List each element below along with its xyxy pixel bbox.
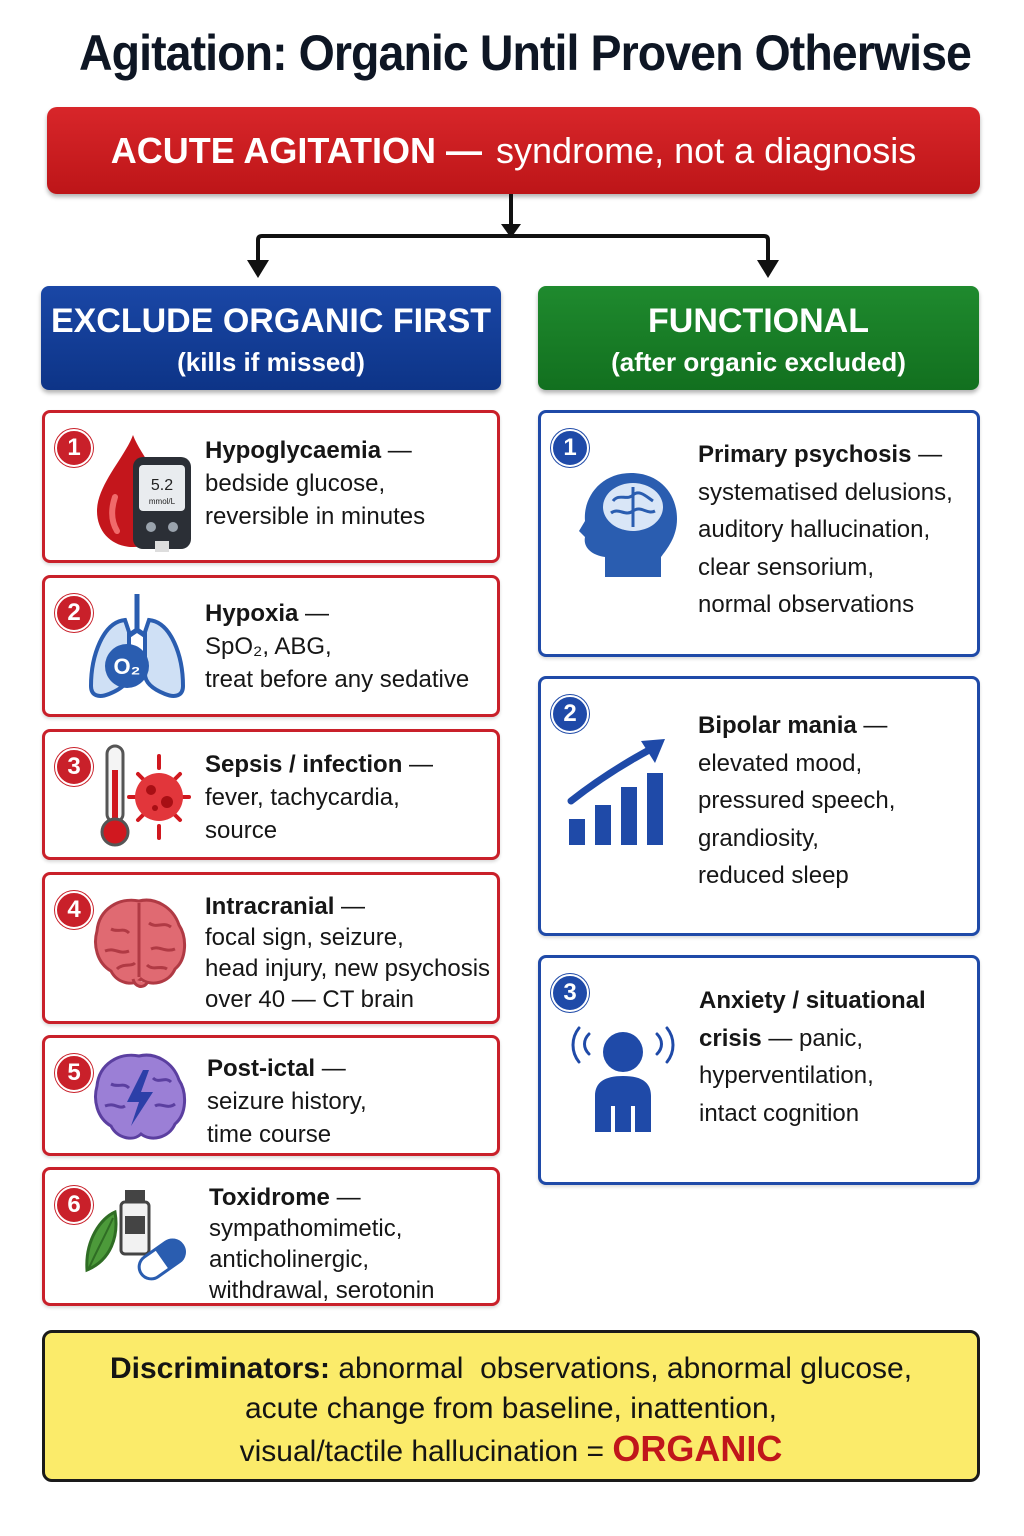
functional-header (538, 286, 979, 390)
discriminators-label: Discriminators: (109, 1352, 331, 1385)
number-badge: 3 (55, 748, 93, 786)
item-line: SpO₂, ABG, (205, 633, 332, 660)
item-title-continued: crisis (699, 1024, 762, 1052)
exclude-organic-header (41, 286, 501, 390)
brain-lightning-icon (89, 1048, 189, 1148)
item-line: intact cognition (699, 1099, 860, 1127)
item-line: anticholinergic, (209, 1246, 370, 1273)
item-line: source (205, 817, 278, 844)
item-title: Primary psychosis (698, 441, 912, 468)
toxidrome-text (209, 1182, 434, 1306)
number-badge: 5 (55, 1054, 93, 1092)
thermometer-germ-icon (93, 742, 193, 852)
item-dash: — (298, 600, 330, 627)
o2-label: O₂ (113, 654, 141, 679)
item-dash: — (402, 751, 434, 778)
discriminators-line-2: acute change from baseline, inattention, (244, 1392, 778, 1425)
item-dash: — (911, 441, 943, 468)
number-badge: 2 (55, 594, 93, 632)
organic-card-intracranial (42, 872, 500, 1024)
item-line: hyperventilation, (699, 1062, 874, 1089)
lungs-o2-icon (85, 590, 190, 705)
meter-value: 5.2 (150, 477, 174, 494)
functional-subheading: (after organic excluded) (611, 347, 906, 377)
item-line: clear sensorium, (698, 553, 875, 581)
functional-card-bipolar-mania (538, 676, 980, 936)
number-badge: 3 (551, 974, 589, 1012)
item-title: Toxidrome (209, 1184, 330, 1211)
bipolar-mania-text (698, 707, 895, 895)
functional-card-anxiety (538, 955, 980, 1185)
item-line: focal sign, seizure, (205, 924, 404, 951)
item-line: reduced sleep (698, 862, 849, 889)
number-badge: 1 (55, 429, 93, 467)
organic-card-toxidrome (42, 1167, 500, 1306)
item-line: head injury, new psychosis (205, 955, 491, 982)
primary-psychosis-text (698, 436, 953, 624)
branch-arrows (0, 190, 1024, 282)
item-dash: — (315, 1055, 346, 1082)
item-line: sympathomimetic, (209, 1215, 403, 1242)
sepsis-text (205, 748, 433, 847)
organic-subheading: (kills if missed) (177, 347, 365, 377)
item-dash: — (381, 437, 412, 464)
meter-unit: mmol/L (148, 497, 176, 506)
blood-drop-glucometer-icon (85, 427, 220, 552)
leaf-vial-pill-icon (81, 1186, 193, 1290)
item-line: seizure history, (207, 1088, 367, 1115)
item-line: bedside glucose, (205, 470, 386, 497)
item-dash: — (856, 712, 888, 739)
functional-card-primary-psychosis (538, 410, 980, 657)
discriminators-box (42, 1330, 980, 1482)
intracranial-text (205, 891, 490, 1015)
item-title: Bipolar mania (698, 712, 857, 739)
discriminators-text: visual/tactile hallucination = (239, 1435, 605, 1468)
number-badge: 2 (551, 695, 589, 733)
organic-card-hypoglycaemia (42, 410, 500, 563)
item-line: over 40 — CT brain (205, 986, 414, 1013)
item-title: Sepsis / infection (205, 751, 403, 778)
item-line: treat before any sedative (205, 666, 470, 693)
item-line: grandiosity, (698, 824, 819, 852)
item-dash: — panic, (761, 1024, 864, 1052)
item-line: pressured speech, (698, 787, 896, 814)
item-dash: — (334, 893, 366, 920)
organic-conclusion: ORGANIC (612, 1428, 783, 1469)
functional-heading: FUNCTIONAL (648, 302, 869, 340)
discriminators-line-3 (45, 1429, 977, 1472)
anxiety-text (699, 982, 926, 1132)
hypoxia-text (205, 597, 469, 696)
item-line: time course (207, 1121, 332, 1148)
item-line: systematised delusions, (698, 478, 953, 506)
item-line: reversible in minutes (205, 503, 426, 530)
number-badge: 6 (55, 1186, 93, 1224)
rising-bar-chart-icon (565, 735, 675, 851)
discriminators-text: abnormal observations, abnormal glucose, (338, 1352, 913, 1385)
number-badge: 1 (551, 429, 589, 467)
organic-card-hypoxia (42, 575, 500, 717)
organic-card-sepsis (42, 729, 500, 860)
banner-rest-text: syndrome, not a diagnosis (496, 129, 917, 171)
banner-bold-text: ACUTE AGITATION — (110, 129, 483, 171)
item-title: Hypoglycaemia (205, 437, 382, 464)
item-title: Hypoxia (205, 600, 299, 627)
anxious-person-icon (569, 1020, 679, 1136)
acute-agitation-banner (47, 107, 980, 194)
item-title: Post-ictal (207, 1055, 316, 1082)
item-line: normal observations (698, 591, 915, 618)
item-line: withdrawal, serotonin (209, 1277, 435, 1304)
item-title: Anxiety / situational (699, 987, 926, 1014)
discriminators-line-1 (45, 1349, 977, 1389)
organic-heading: EXCLUDE ORGANIC FIRST (50, 302, 492, 340)
item-line: auditory hallucination, (698, 516, 931, 543)
page-title: Agitation: Organic Until Proven Otherwise (79, 25, 971, 81)
head-brain-icon (575, 467, 685, 587)
number-badge: 4 (55, 891, 93, 929)
hypoglycaemia-text (205, 434, 425, 533)
item-title: Intracranial (205, 893, 335, 920)
organic-card-post-ictal (42, 1035, 500, 1156)
brain-icon (89, 893, 189, 993)
item-dash: — (329, 1184, 361, 1211)
post-ictal-text (207, 1052, 367, 1151)
item-line: fever, tachycardia, (205, 784, 400, 811)
item-line: elevated mood, (698, 749, 863, 777)
